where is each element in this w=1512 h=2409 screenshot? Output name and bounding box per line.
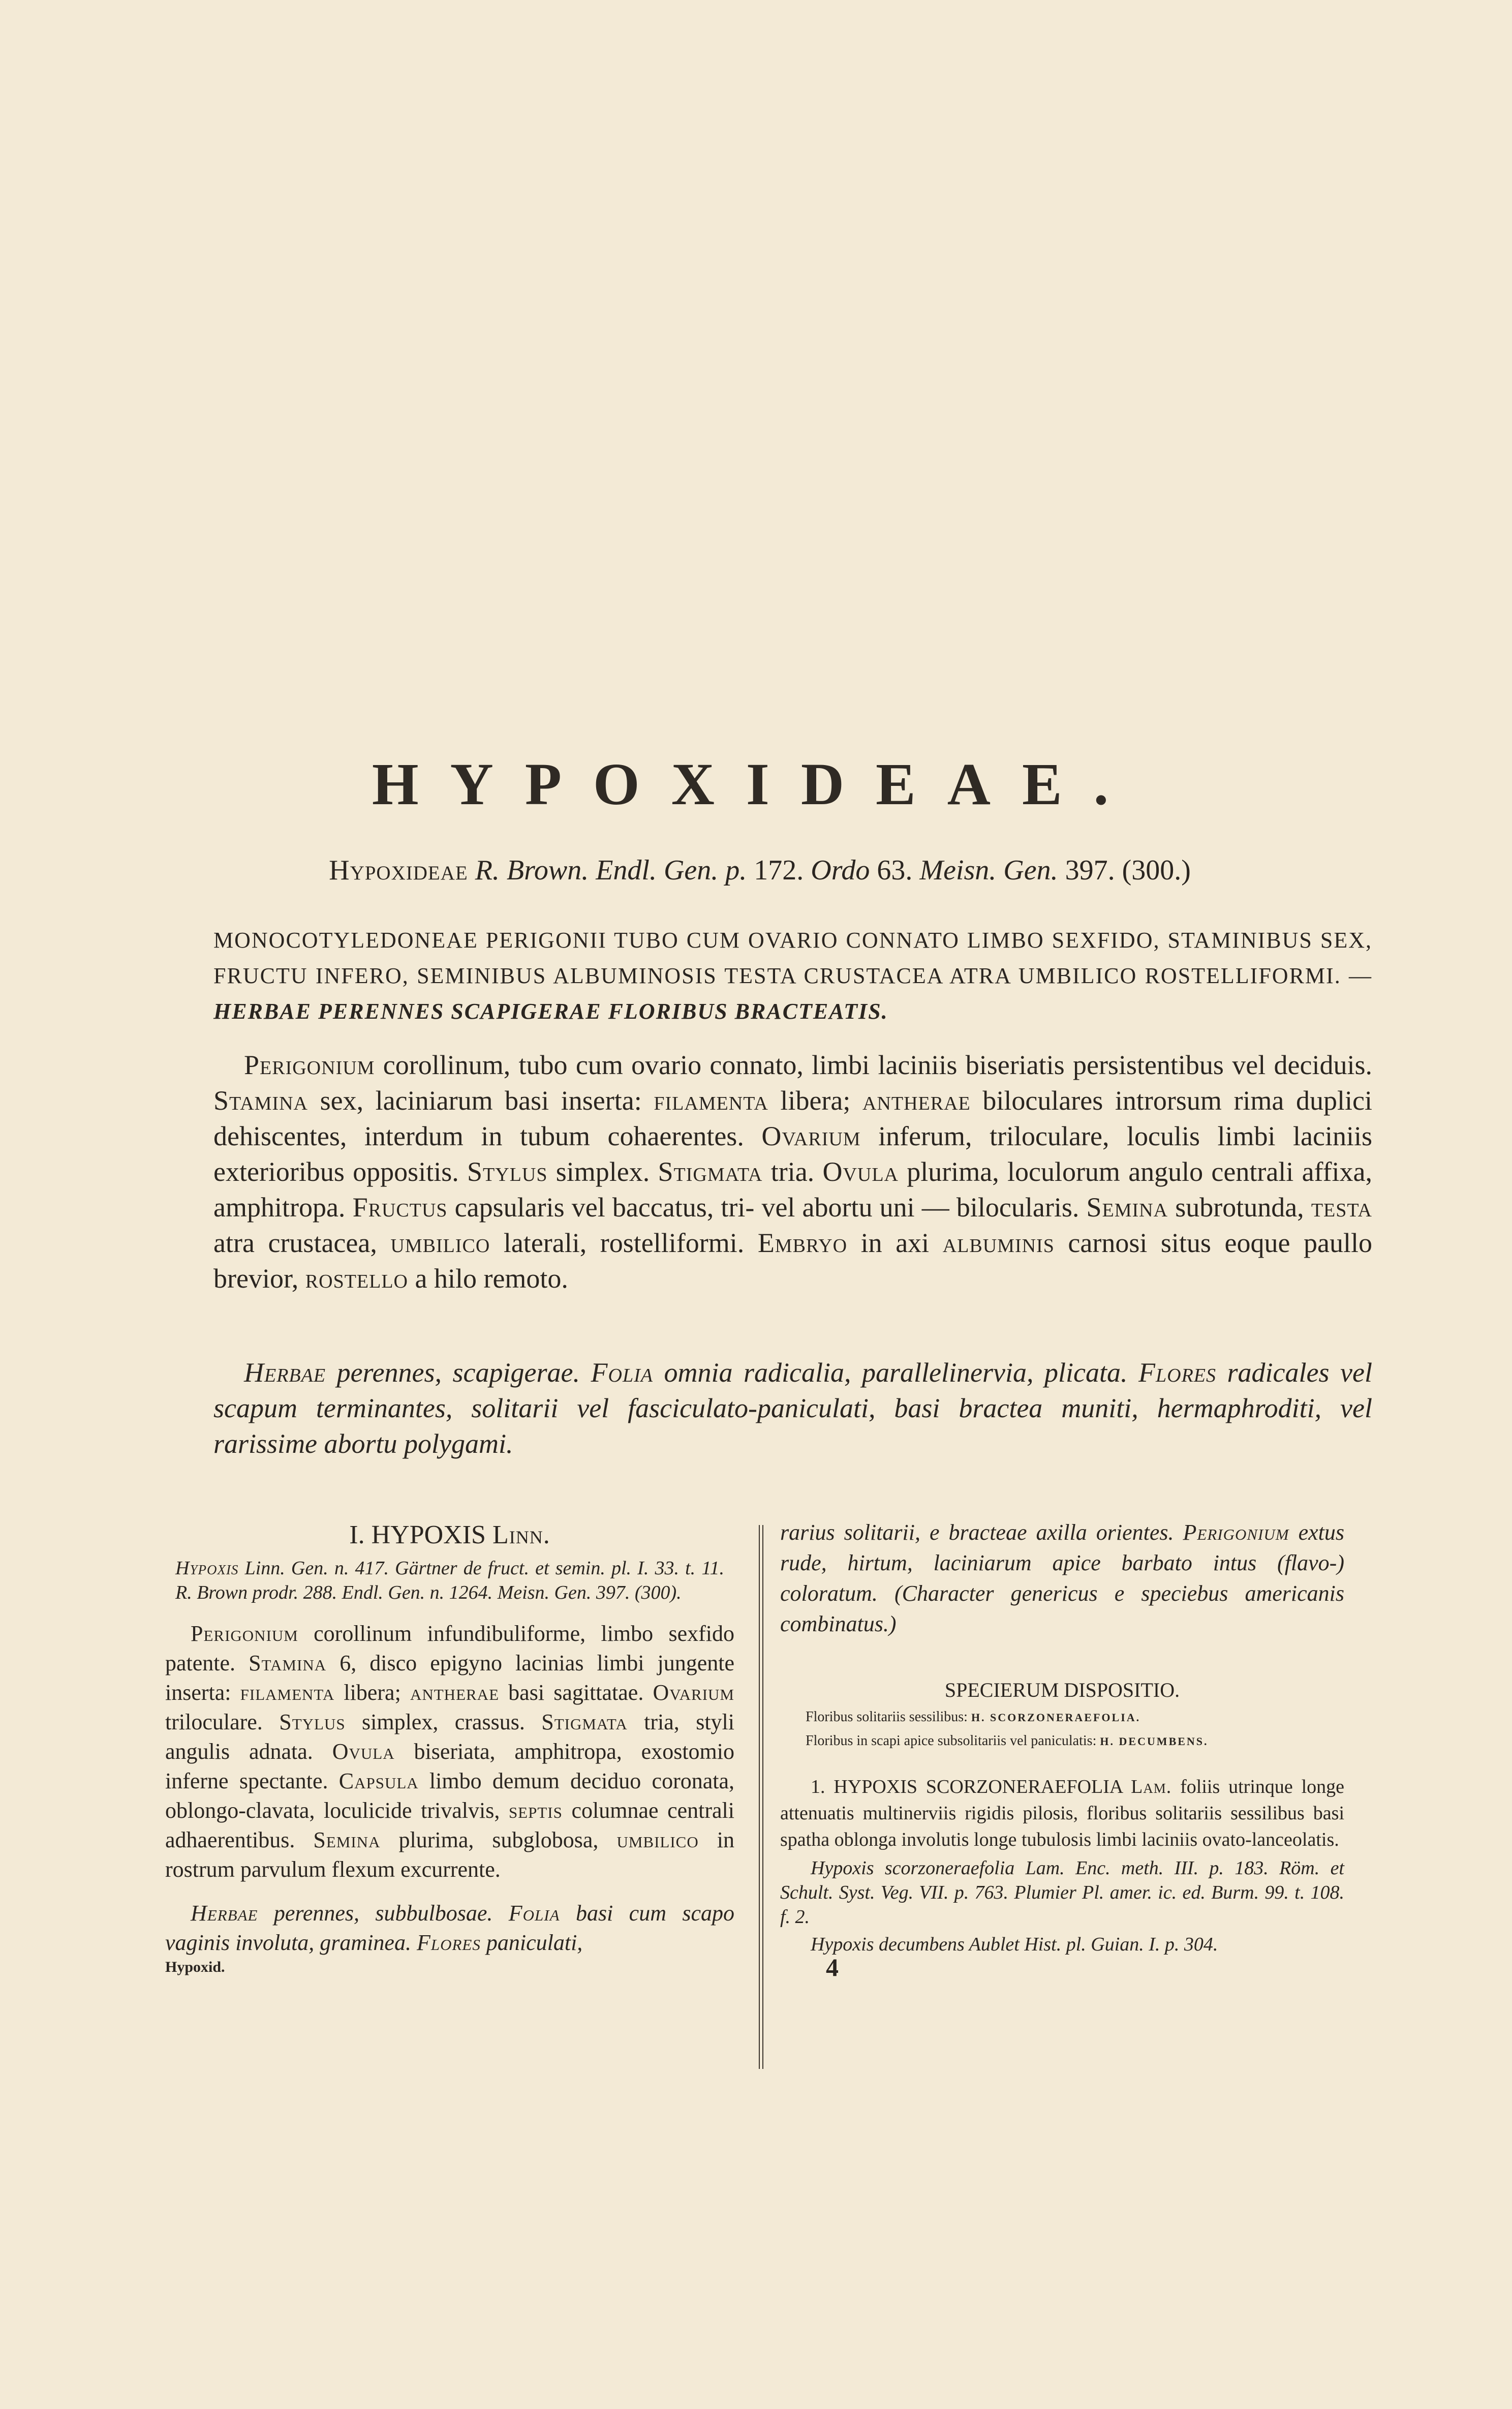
text-run: corollinum infundibuliforme, limbo sexfido patente. xyxy=(165,1621,734,1675)
text-run: carnosi situs eoque paullo brevior, xyxy=(213,1228,1372,1294)
species-entry xyxy=(780,1774,1344,1853)
genus-author: Linn. xyxy=(492,1520,550,1549)
text-run: biseriata, amphitropa, exostomio inferne spectante. xyxy=(165,1739,734,1793)
term-smallcaps: umbilico xyxy=(390,1228,490,1258)
term-smallcaps: Fructus xyxy=(352,1192,448,1223)
term-smallcaps: Stamina xyxy=(213,1085,308,1116)
genus-heading xyxy=(165,1517,734,1553)
term-smallcaps: antherae xyxy=(862,1085,971,1116)
species-description: foliis utrinque longe attenuatis multinerviis rigidis pilosis, floribus solitariis sessilibus basi spatha oblonga involutis longe tubulosis limbi laciniis ovato-lanceolatis. xyxy=(780,1776,1345,1850)
page-title: HYPOXIDEAE. xyxy=(372,751,1140,817)
column-divider xyxy=(759,1525,763,2069)
species-author: Lam. xyxy=(1131,1776,1172,1797)
term-smallcaps: filamenta xyxy=(240,1680,335,1705)
species-name: HYPOXIS SCORZONERAEFOLIA xyxy=(834,1776,1123,1797)
genus-character-paragraph xyxy=(165,1619,734,1884)
ref-endl-page: 172. xyxy=(754,855,804,886)
text-run: in rostrum parvulum flexum excurrente. xyxy=(165,1827,734,1882)
text-run: sex, laciniarum basi inserta: xyxy=(307,1085,654,1116)
text-run: tria. xyxy=(762,1156,823,1187)
term-smallcaps: Capsula xyxy=(338,1768,419,1793)
term-smallcaps: Stylus xyxy=(279,1710,346,1734)
term-smallcaps: rostello xyxy=(305,1263,408,1294)
term-smallcaps: Folia xyxy=(591,1357,653,1388)
diagnosis-habit: HERBAE PERENNES SCAPIGERAE FLORIBUS BRACTEATIS. xyxy=(213,999,888,1024)
species-synonym: Hypoxis scorzoneraefolia Lam. Enc. meth. III. p. 183. Röm. et Schult. Syst. Veg. VII. p. 763. Plumier Pl. amer. ic. ed. Burm. 99. t. 108. f. 2. xyxy=(780,1857,1344,1928)
ref-endl: Endl. Gen. p. xyxy=(596,855,747,886)
text-run: limbo demum deciduo coronata, oblongo-clavata, loculicide trivalvis, xyxy=(165,1768,735,1823)
ref-ordo: Ordo xyxy=(811,855,870,886)
signature-mark: Hypoxid. xyxy=(165,1959,225,1975)
text-run: tria, styli angulis adnata. xyxy=(165,1710,735,1764)
ref-meisn-page: 397. xyxy=(1065,855,1115,886)
text-run: libera; xyxy=(768,1085,862,1116)
term-smallcaps: albuminis xyxy=(942,1228,1055,1258)
term-smallcaps: Embryo xyxy=(757,1228,848,1258)
ref-paren: (300.) xyxy=(1122,855,1191,886)
text-run: simplex. xyxy=(547,1156,658,1187)
ref-ordo-num: 63. xyxy=(877,855,913,886)
term-smallcaps: Perigonium xyxy=(191,1621,298,1646)
text-run: simplex, crassus. xyxy=(345,1710,542,1734)
term-smallcaps: Ovula xyxy=(822,1156,899,1187)
left-column xyxy=(165,1517,734,1976)
text-run: atra crustacea, xyxy=(213,1228,391,1258)
text-run: laterali, rostelliformi. xyxy=(490,1228,758,1258)
text-run: omnia radicalia, parallelinervia, plicata. xyxy=(653,1357,1139,1388)
term-smallcaps: Ovula xyxy=(332,1739,395,1764)
term-smallcaps: Perigonium xyxy=(244,1050,375,1080)
genus-synonymy xyxy=(165,1556,734,1605)
species-synonym: Hypoxis decumbens Aublet Hist. pl. Guian. I. p. 304. xyxy=(811,1934,1218,1955)
text-run: basi cum scapo vaginis involuta, graminea. xyxy=(165,1901,734,1955)
term-smallcaps: Semina xyxy=(313,1827,381,1852)
term-smallcaps: Flores xyxy=(416,1930,481,1955)
text-run: perennes, subbulbosae. xyxy=(258,1901,509,1926)
term-smallcaps: testa xyxy=(1311,1192,1372,1223)
genus-habit-continuation xyxy=(780,1517,1344,1639)
text-run: triloculare. xyxy=(165,1710,280,1734)
family-diagnosis xyxy=(213,923,1372,1029)
ref-family: Hypoxideae xyxy=(329,855,468,886)
term-smallcaps: Flores xyxy=(1138,1357,1217,1388)
text-run: radicales vel scapum terminantes, solitarii vel fasciculato-paniculati, basi bractea muniti, hermaphroditi, vel rarissime abortu polygami. xyxy=(213,1357,1372,1459)
term-smallcaps: Stylus xyxy=(467,1156,548,1187)
term-smallcaps: Perigonium xyxy=(1183,1520,1289,1545)
term-smallcaps: Herbae xyxy=(191,1901,258,1926)
text-run: plurima, subglobosa, xyxy=(380,1827,617,1852)
term-smallcaps: Ovarium xyxy=(761,1121,861,1151)
disposition-line: Floribus solitariis sessilibus: H. SCORZONERAEFOLIA. xyxy=(806,1709,1141,1725)
term-smallcaps: antherae xyxy=(410,1680,500,1705)
text-run: corollinum, tubo cum ovario connato, limbi laciniis biseriatis persistentibus vel deciduis. xyxy=(375,1050,1372,1080)
term-smallcaps: Stigmata xyxy=(658,1156,763,1187)
text-run: columnae centrali adhaerentibus. xyxy=(165,1798,735,1852)
text-run: capsularis vel baccatus, tri- vel abortu uni — bilocularis. xyxy=(447,1192,1087,1223)
diagnosis-main: MONOCOTYLEDONEAE PERIGONII TUBO CUM OVARIO CONNATO LIMBO SEXFIDO, STAMINIBUS SEX, FRUCTU INFERO, SEMINIBUS ALBUMINOSIS TESTA CRUSTACEA ATRA UMBILICO ROSTELLIFORMI. — xyxy=(213,928,1372,988)
text-run: extus rude, hirtum, laciniarum apice barbato intus (flavo-) coloratum. (Character genericus e speciebus americanis combinatus.) xyxy=(780,1520,1345,1636)
text-run: perennes, scapigerae. xyxy=(326,1357,591,1388)
text-run: Linn. Gen. n. 417. Gärtner de fruct. et semin. pl. I. 33. t. 11. R. Brown prodr. 288. Endl. Gen. n. 1264. Meisn. Gen. 397. (300). xyxy=(175,1558,724,1603)
genus-habit-paragraph xyxy=(165,1899,734,1958)
term-smallcaps: Stigmata xyxy=(541,1710,628,1734)
term-smallcaps: Stamina xyxy=(249,1651,327,1675)
term-smallcaps: Folia xyxy=(508,1901,560,1926)
text-run: subrotunda, xyxy=(1168,1192,1311,1223)
text-run: plurima, loculorum angulo centrali affixa, amphitropa. xyxy=(213,1156,1372,1223)
text-run: libera; xyxy=(334,1680,410,1705)
text-run: inferum, triloculare, loculis limbi laciniis exterioribus oppositis. xyxy=(213,1121,1372,1187)
ref-author: R. Brown. xyxy=(475,855,589,886)
right-column xyxy=(780,1517,1344,1982)
genus-name: HYPOXIS xyxy=(371,1520,486,1549)
term-smallcaps: Semina xyxy=(1086,1192,1168,1223)
term-smallcaps: Herbae xyxy=(244,1357,326,1388)
text-run: a hilo remoto. xyxy=(408,1263,568,1294)
text-run: rarius solitarii, e bracteae axilla orientes. xyxy=(780,1520,1183,1545)
term-smallcaps: Ovarium xyxy=(653,1680,734,1705)
term-smallcaps: Hypoxis xyxy=(175,1558,239,1579)
term-smallcaps: filamenta xyxy=(654,1085,768,1116)
family-habit-paragraph xyxy=(213,1355,1372,1461)
genus-number: I. xyxy=(349,1520,365,1549)
term-smallcaps: umbilico xyxy=(616,1827,699,1852)
term-smallcaps: septis xyxy=(508,1798,563,1823)
text-run: 6, disco epigyno lacinias limbi jungente inserta: xyxy=(165,1651,734,1705)
ref-meisn: Meisn. Gen. xyxy=(919,855,1058,886)
family-reference xyxy=(213,854,1306,887)
family-character-paragraph xyxy=(213,1047,1372,1296)
page-signature: 4 xyxy=(826,1953,839,1981)
text-run: basi sagittatae. xyxy=(499,1680,653,1705)
species-number: 1. xyxy=(811,1776,825,1797)
text-run: in axi xyxy=(847,1228,943,1258)
text-run: biloculares introrsum rima duplici dehiscentes, interdum in tubum cohaerentes. xyxy=(213,1085,1372,1151)
species-disposition-heading: SPECIERUM DISPOSITIO. xyxy=(944,1679,1180,1701)
disposition-line: Floribus in scapi apice subsolitariis vel paniculatis: H. DECUMBENS. xyxy=(806,1733,1209,1749)
text-run: paniculati, xyxy=(480,1930,583,1955)
